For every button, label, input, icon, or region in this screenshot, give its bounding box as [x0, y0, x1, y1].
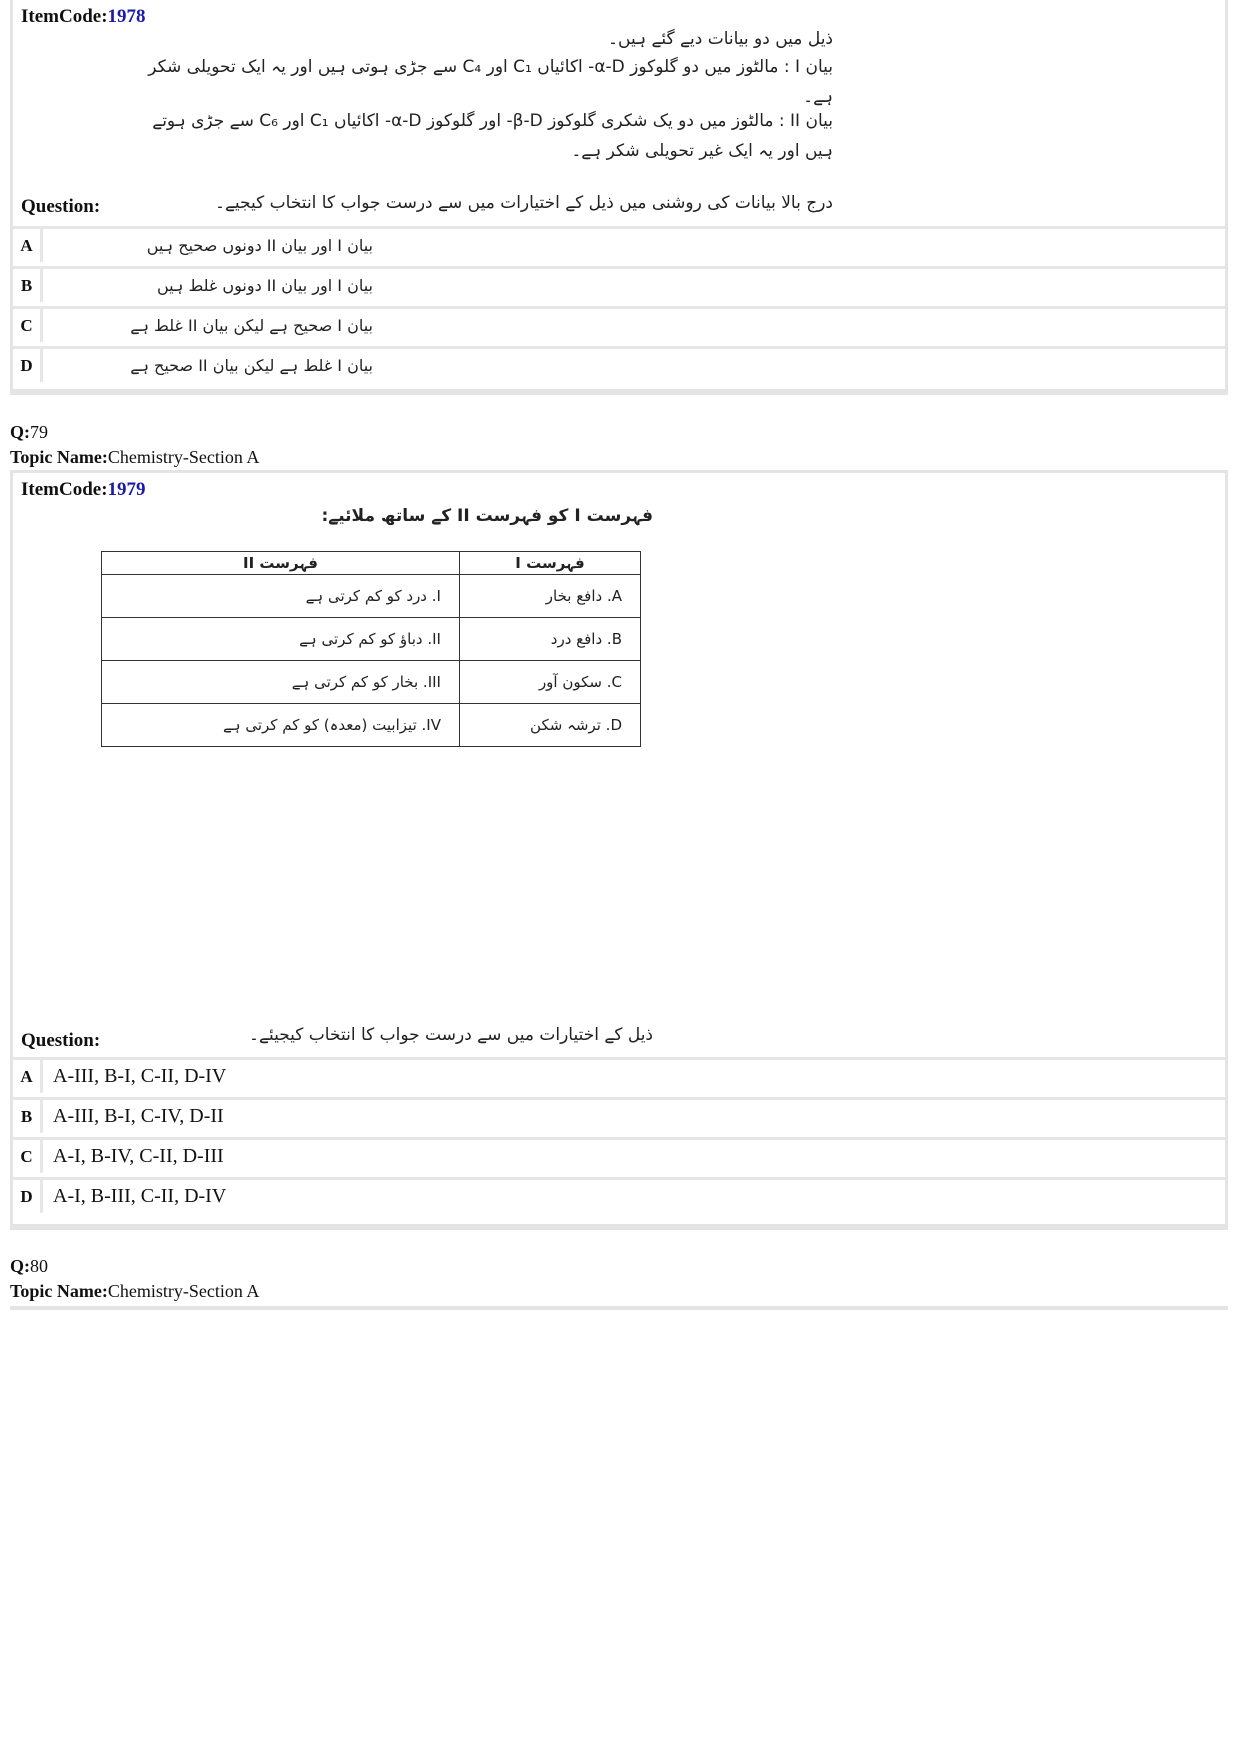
- question-number: Q:80: [10, 1256, 48, 1276]
- option-a[interactable]: [13, 1057, 1225, 1093]
- list1-cell: D. ترشہ شکن: [459, 704, 640, 747]
- option-letter: B: [13, 1100, 43, 1133]
- list1-cell: C. سکون آور: [459, 661, 640, 704]
- list2-cell: II. دباؤ کو کم کرتی ہے: [102, 618, 460, 661]
- col1-header: فہرست I: [459, 552, 640, 575]
- stem-line-3: ہے۔: [803, 87, 833, 107]
- option-b[interactable]: [13, 266, 1225, 302]
- item-code: ItemCode:1978: [21, 6, 146, 27]
- table-row: [102, 618, 641, 661]
- option-b[interactable]: [13, 1097, 1225, 1133]
- topic-name: Topic Name:Chemistry-Section A: [10, 447, 260, 467]
- col2-header: فہرست II: [102, 552, 460, 575]
- list1-cell: B. دافع درد: [459, 618, 640, 661]
- option-letter: C: [13, 309, 43, 342]
- list2-cell: I. درد کو کم کرتی ہے: [102, 575, 460, 618]
- question-number: Q:79: [10, 422, 48, 442]
- question-label: Question:: [21, 1030, 101, 1051]
- option-text: A-III, B-I, C-IV, D-II: [53, 1105, 224, 1127]
- option-letter: B: [13, 269, 43, 302]
- question-label: Question:: [21, 196, 101, 217]
- option-text: بیان I غلط ہے لیکن بیان II صحیح ہے: [130, 356, 373, 375]
- stem-line-4: بیان II : مالٹوز میں دو یک شکری گلوکوز β-D- اور گلوکوز α-D- اکائیاں C₁ اور C₆ سے جڑی ہوتے: [152, 111, 833, 131]
- option-a[interactable]: [13, 226, 1225, 262]
- stem-line-5: ہیں اور یہ ایک غیر تحویلی شکر ہے۔: [571, 141, 833, 161]
- table-row: [102, 575, 641, 618]
- item-1979-block: [10, 470, 1228, 1230]
- item-code: ItemCode:1979: [21, 479, 146, 500]
- match-table: [101, 551, 641, 747]
- stem-line-2: بیان I : مالٹوز میں دو گلوکوز α-D- اکائیاں C₁ اور C₄ سے جڑی ہوتی ہیں اور یہ ایک تحویلی شکر: [148, 57, 833, 77]
- section-divider: [10, 1306, 1228, 1310]
- option-text: بیان I صحیح ہے لیکن بیان II غلط ہے: [130, 316, 373, 335]
- option-letter: D: [13, 1180, 43, 1213]
- option-text: A-III, B-I, C-II, D-IV: [53, 1065, 227, 1087]
- option-text: A-I, B-III, C-II, D-IV: [53, 1185, 227, 1207]
- option-d[interactable]: [13, 346, 1225, 382]
- table-header-row: [102, 552, 641, 575]
- list2-cell: III. بخار کو کم کرتی ہے: [102, 661, 460, 704]
- list2-cell: IV. تیزابیت (معدہ) کو کم کرتی ہے: [102, 704, 460, 747]
- question-text: ذیل کے اختیارات میں سے درست جواب کا انتخاب کیجیئے۔: [249, 1025, 653, 1045]
- question-text: درج بالا بیانات کی روشنی میں ذیل کے اختیارات میں سے درست جواب کا انتخاب کیجیے۔: [215, 193, 833, 213]
- option-c[interactable]: [13, 306, 1225, 342]
- option-text: بیان I اور بیان II دونوں غلط ہیں: [156, 276, 373, 295]
- option-letter: C: [13, 1140, 43, 1173]
- list1-cell: A. دافع بخار: [459, 575, 640, 618]
- match-instruction: فہرست I کو فہرست II کے ساتھ ملائیے:: [321, 506, 653, 526]
- table-row: [102, 704, 641, 747]
- option-letter: D: [13, 349, 43, 382]
- item-1978-block: [10, 0, 1228, 395]
- option-text: A-I, B-IV, C-II, D-III: [53, 1145, 224, 1167]
- option-d[interactable]: [13, 1177, 1225, 1213]
- stem-line-1: ذیل میں دو بیانات دیے گئے ہیں۔: [608, 29, 833, 49]
- option-text: بیان I اور بیان II دونوں صحیح ہیں: [146, 236, 373, 255]
- option-c[interactable]: [13, 1137, 1225, 1173]
- option-letter: A: [13, 1060, 43, 1093]
- option-letter: A: [13, 229, 43, 262]
- table-row: [102, 661, 641, 704]
- topic-name: Topic Name:Chemistry-Section A: [10, 1281, 260, 1301]
